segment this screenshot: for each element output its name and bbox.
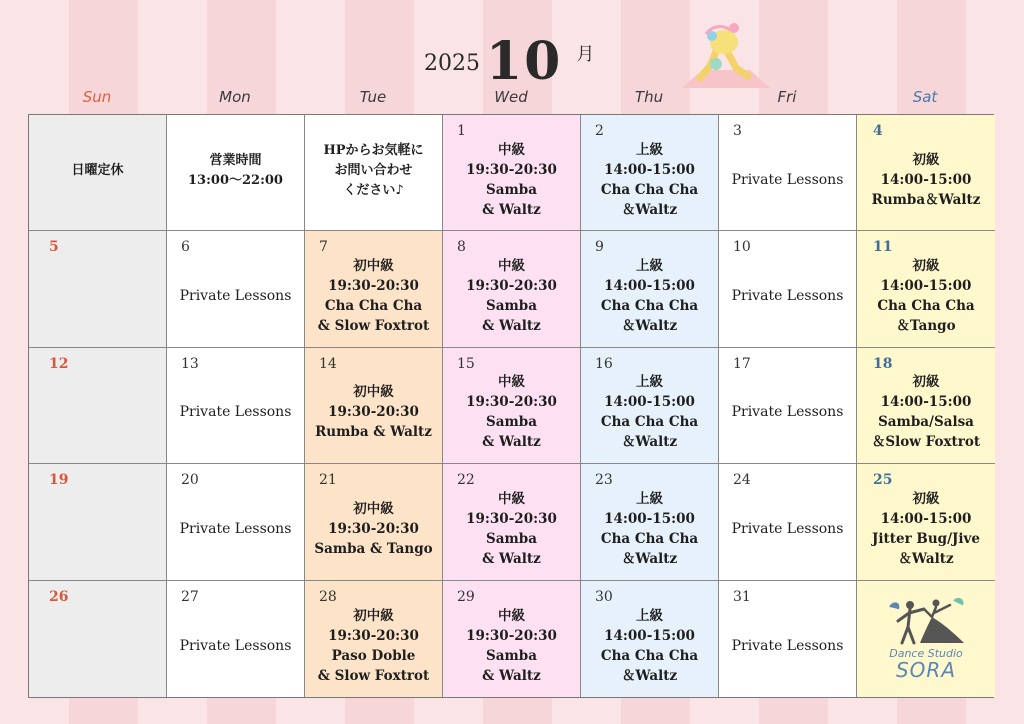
- lesson-line: 上級: [636, 374, 663, 391]
- calendar-day-cell: [305, 464, 443, 580]
- calendar-day-cell: [719, 348, 857, 464]
- weekday-fri: Fri: [777, 88, 797, 106]
- lesson-line: 14:00-15:00: [604, 510, 695, 527]
- lesson-line: Cha Cha Cha: [877, 298, 975, 315]
- lesson-line: 上級: [636, 258, 663, 275]
- lesson-line: お問い合わせ: [334, 162, 413, 178]
- lesson-info: [443, 366, 580, 459]
- lesson-info: [305, 366, 442, 459]
- lesson-line: 中級: [498, 490, 525, 507]
- lesson-info: [443, 482, 580, 575]
- day-number: 18: [873, 355, 893, 372]
- day-number: 30: [595, 588, 613, 605]
- lesson-line: Cha Cha Cha: [600, 181, 699, 198]
- calendar-day-cell: [29, 581, 167, 697]
- day-number: 22: [457, 472, 475, 489]
- calendar-day-cell: [29, 464, 167, 580]
- lesson-line: 初級: [912, 374, 940, 391]
- lesson-info: [167, 482, 304, 575]
- day-number: 6: [181, 239, 190, 256]
- lesson-info: [305, 482, 442, 575]
- calendar-day-cell: [305, 581, 443, 697]
- lesson-info: [719, 249, 856, 342]
- lesson-info: [581, 482, 718, 575]
- calendar-day-cell: [443, 464, 581, 580]
- lesson-line: 14:00-15:00: [604, 627, 695, 644]
- calendar-day-cell: [719, 231, 857, 347]
- lesson-line: 中級: [498, 607, 525, 624]
- lesson-line: Private Lessons: [179, 288, 292, 305]
- day-number: 10: [733, 239, 751, 256]
- lesson-line: Private Lessons: [179, 637, 292, 654]
- weekday-thu: Thu: [634, 88, 664, 106]
- day-number: 20: [181, 472, 199, 489]
- day-number: 11: [873, 239, 893, 256]
- calendar-day-cell: [581, 115, 719, 231]
- lesson-line: ＆Slow Foxtrot: [871, 434, 981, 451]
- weekday-sat: Sat: [912, 88, 938, 106]
- lesson-line: Private Lessons: [731, 288, 844, 305]
- day-number: 28: [319, 588, 337, 605]
- lesson-line: 14:00-15:00: [604, 161, 695, 178]
- lesson-line: 日曜定休: [71, 162, 124, 178]
- lesson-line: Samba: [486, 530, 537, 547]
- lesson-info: [857, 133, 995, 226]
- lesson-line: 19:30-20:30: [466, 278, 557, 295]
- calendar-grid: [28, 114, 994, 698]
- calendar-day-cell: [29, 231, 167, 347]
- lesson-info: [857, 249, 995, 342]
- lesson-line: ＆Waltz: [621, 550, 678, 567]
- lesson-line: 初級: [912, 258, 940, 275]
- day-number: 13: [181, 355, 199, 372]
- calendar-day-cell: [167, 581, 305, 697]
- lesson-line: Private Lessons: [731, 637, 844, 654]
- calendar-day-cell: [581, 464, 719, 580]
- day-number: 21: [319, 472, 337, 489]
- dancer-illustration-icon: [672, 20, 772, 92]
- lesson-line: Samba/Salsa: [878, 414, 974, 431]
- lesson-line: Samba: [486, 414, 537, 431]
- lesson-line: 19:30-20:30: [328, 404, 419, 421]
- day-number: 16: [595, 355, 613, 372]
- day-number: 25: [873, 472, 893, 489]
- lesson-line: 13:00～22:00: [188, 172, 283, 188]
- calendar-day-cell: [443, 115, 581, 231]
- calendar-day-cell: [719, 115, 857, 231]
- lesson-line: Private Lessons: [731, 520, 844, 537]
- lesson-line: & Waltz: [482, 201, 541, 218]
- day-number: 14: [319, 355, 337, 372]
- calendar-day-cell: [857, 348, 995, 464]
- calendar-day-cell: [305, 115, 443, 231]
- month-unit: 月: [576, 44, 595, 65]
- calendar-day-cell: [857, 464, 995, 580]
- lesson-line: & Waltz: [482, 667, 541, 684]
- lesson-line: & Slow Foxtrot: [317, 667, 430, 684]
- day-number: 15: [457, 355, 475, 372]
- lesson-line: Samba & Tango: [314, 540, 433, 557]
- lesson-line: 19:30-20:30: [466, 627, 557, 644]
- lesson-line: Cha Cha Cha: [600, 530, 699, 547]
- lesson-info: [719, 366, 856, 459]
- lesson-line: Private Lessons: [731, 404, 844, 421]
- lesson-info: [443, 599, 580, 693]
- calendar-day-cell: [29, 348, 167, 464]
- calendar-title: [424, 28, 595, 92]
- day-number: 4: [873, 123, 883, 139]
- lesson-line: Rumba & Waltz: [315, 424, 432, 441]
- lesson-line: 中級: [498, 141, 525, 158]
- lesson-info: [167, 115, 304, 226]
- lesson-line: Samba: [486, 647, 537, 664]
- lesson-line: Paso Doble: [331, 647, 416, 664]
- lesson-line: 上級: [636, 141, 663, 158]
- lesson-info: [443, 133, 580, 226]
- calendar-day-cell: [443, 348, 581, 464]
- day-number: 12: [49, 355, 69, 372]
- lesson-line: ＆Tango: [896, 318, 956, 335]
- calendar-day-cell: [719, 464, 857, 580]
- lesson-line: ください♪: [343, 182, 404, 198]
- lesson-info: [167, 249, 304, 342]
- month-number: 10: [486, 31, 563, 92]
- lesson-line: 14:00-15:00: [880, 394, 972, 411]
- lesson-line: 初中級: [353, 500, 394, 517]
- lesson-line: Private Lessons: [179, 520, 292, 537]
- day-number: 9: [595, 239, 604, 256]
- calendar-day-cell: [857, 231, 995, 347]
- lesson-line: Cha Cha Cha: [600, 298, 699, 315]
- lesson-line: 19:30-20:30: [466, 394, 557, 411]
- lesson-line: Cha Cha Cha: [600, 647, 699, 664]
- lesson-line: Samba: [486, 181, 537, 198]
- calendar-day-cell: [719, 581, 857, 697]
- lesson-line: HPからお気軽に: [323, 142, 424, 158]
- logo-text-name: SORA: [895, 658, 956, 683]
- calendar-day-cell: [857, 581, 995, 697]
- day-number: 3: [733, 123, 742, 139]
- lesson-info: [305, 249, 442, 342]
- lesson-line: & Waltz: [482, 318, 541, 335]
- weekday-tue: Tue: [359, 88, 387, 106]
- day-number: 17: [733, 355, 751, 372]
- lesson-info: [167, 599, 304, 693]
- calendar-day-cell: [443, 231, 581, 347]
- lesson-info: [167, 366, 304, 459]
- lesson-line: 19:30-20:30: [328, 627, 419, 644]
- calendar-day-cell: [581, 581, 719, 697]
- lesson-line: 14:00-15:00: [880, 171, 972, 188]
- day-number: 2: [595, 123, 604, 139]
- calendar-day-cell: [167, 464, 305, 580]
- studio-logo: [857, 581, 995, 697]
- lesson-line: 初中級: [353, 258, 394, 275]
- lesson-info: [443, 249, 580, 342]
- lesson-line: 初級: [912, 151, 940, 168]
- lesson-line: & Waltz: [482, 550, 541, 567]
- lesson-line: 14:00-15:00: [604, 394, 695, 411]
- weekday-mon: Mon: [219, 88, 251, 106]
- calendar-day-cell: [167, 115, 305, 231]
- lesson-line: Jitter Bug/Jive: [872, 530, 980, 547]
- lesson-info: [305, 599, 442, 693]
- calendar-day-cell: [443, 581, 581, 697]
- lesson-info: [719, 599, 856, 693]
- day-number: 5: [49, 239, 59, 256]
- day-number: 1: [457, 123, 466, 139]
- calendar-day-cell: [167, 231, 305, 347]
- calendar-day-cell: [857, 115, 995, 231]
- weekday-sun: Sun: [82, 88, 112, 106]
- lesson-line: 19:30-20:30: [328, 278, 419, 295]
- day-number: 26: [49, 588, 69, 605]
- lesson-line: ＆Waltz: [898, 550, 954, 567]
- day-number: 27: [181, 588, 199, 605]
- lesson-line: ＆Waltz: [621, 201, 678, 218]
- year-label: 2025: [424, 51, 480, 76]
- lesson-line: Private Lessons: [179, 404, 292, 421]
- calendar-day-cell: [167, 348, 305, 464]
- calendar-day-cell: [305, 231, 443, 347]
- lesson-line: 19:30-20:30: [466, 161, 557, 178]
- lesson-info: [305, 115, 442, 226]
- lesson-info: [581, 599, 718, 693]
- lesson-line: 初級: [912, 490, 940, 507]
- lesson-line: 初中級: [353, 384, 394, 401]
- lesson-line: Cha Cha Cha: [324, 298, 423, 315]
- day-number: 19: [49, 472, 69, 489]
- day-number: 23: [595, 472, 613, 489]
- lesson-info: [29, 115, 166, 226]
- lesson-info: [719, 482, 856, 575]
- lesson-line: 初中級: [353, 607, 394, 624]
- calendar-day-cell: [581, 231, 719, 347]
- lesson-info: [581, 133, 718, 226]
- lesson-info: [857, 366, 995, 459]
- lesson-line: & Waltz: [482, 434, 541, 451]
- lesson-line: Cha Cha Cha: [600, 414, 699, 431]
- lesson-info: [581, 366, 718, 459]
- lesson-info: [719, 133, 856, 226]
- lesson-line: 19:30-20:30: [466, 510, 557, 527]
- lesson-line: 上級: [636, 607, 663, 624]
- day-number: 31: [733, 588, 751, 605]
- lesson-line: 14:00-15:00: [880, 510, 972, 527]
- day-number: 8: [457, 239, 466, 256]
- lesson-info: [857, 482, 995, 575]
- day-number: 24: [733, 472, 751, 489]
- lesson-info: [581, 249, 718, 342]
- lesson-line: Rumba＆Waltz: [871, 191, 981, 208]
- lesson-line: 19:30-20:30: [328, 520, 419, 537]
- weekday-wed: Wed: [494, 88, 528, 106]
- lesson-line: ＆Waltz: [621, 667, 678, 684]
- dancing-couple-icon: [884, 597, 968, 645]
- lesson-line: 営業時間: [209, 152, 262, 168]
- lesson-line: ＆Waltz: [621, 434, 678, 451]
- lesson-line: 中級: [498, 258, 525, 275]
- calendar-day-cell: [581, 348, 719, 464]
- lesson-line: 上級: [636, 490, 663, 507]
- lesson-line: 14:00-15:00: [880, 278, 972, 295]
- lesson-line: Private Lessons: [731, 171, 844, 188]
- lesson-line: Samba: [486, 298, 537, 315]
- day-number: 29: [457, 588, 475, 605]
- calendar-day-cell: [29, 115, 167, 231]
- lesson-line: 中級: [498, 374, 525, 391]
- lesson-line: ＆Waltz: [621, 318, 678, 335]
- lesson-line: & Slow Foxtrot: [317, 318, 430, 335]
- logo-text-studio: Dance Studio: [889, 647, 963, 661]
- lesson-line: 14:00-15:00: [604, 278, 695, 295]
- day-number: 7: [319, 239, 328, 256]
- calendar-day-cell: [305, 348, 443, 464]
